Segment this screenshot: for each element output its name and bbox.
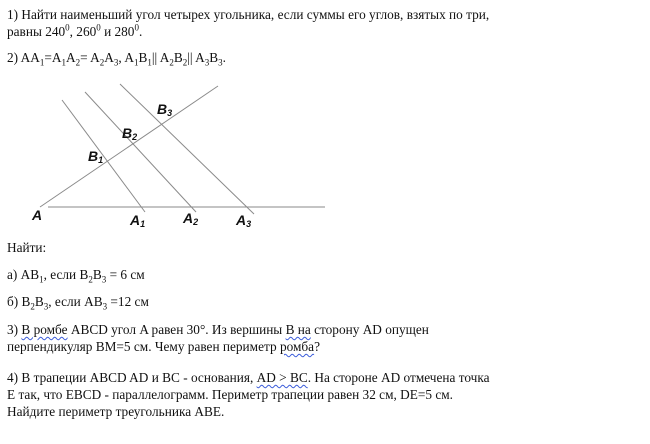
find-title: Найти:: [7, 240, 47, 255]
parallel-line-3: [120, 84, 254, 214]
find-item-a: а) $АВ_1$, если $В_2В_3 = 6$ см: [7, 267, 145, 285]
label-B3: B3: [157, 101, 173, 118]
label-B2: B2: [122, 125, 138, 142]
problem-2-statement: 2) $AA_1=A_1A_2= A_2A_3$, $A_1B_1||$ $A_2B_2||$ $A_3B_3$.: [7, 50, 226, 68]
problem-4-line-2: E так, что EBCD - параллелограмм. Периметр трапеции равен 32 см, DE=5 см.: [7, 387, 453, 402]
problem-1-line-2: равны $240^0$, $260^0$ и $280^0$.: [7, 22, 143, 39]
label-B1: B1: [88, 148, 104, 165]
problem-4-line-1: 4) В трапеции ABCD AD и BC - основания, AD > BC. На стороне AD отмечена точка: [7, 370, 490, 385]
parallel-line-1: [62, 100, 145, 212]
problem-3-line-2: перпендикуляр ВМ=5 см. Чему равен периметр ромба?: [7, 339, 320, 354]
transversal-line: [40, 86, 218, 207]
label-A2: A2: [183, 210, 199, 227]
label-A: A: [32, 207, 43, 223]
problem-1-line-1: 1) Найти наименьший угол четырех угольника, если суммы его углов, взятых по три,: [7, 7, 490, 22]
find-item-b: б) $В_2В_3$, если $АВ_3 =12$ см: [7, 294, 149, 312]
problem-3-line-1: 3) В ромбе ABCD угол A равен 30°. Из вершины В на сторону AD опущен: [7, 322, 429, 337]
parallel-line-2: [85, 92, 196, 212]
label-A1: A1: [130, 212, 146, 229]
label-A3: A3: [236, 212, 252, 229]
problem-4-line-3: Найдите периметр треугольника ABE.: [7, 404, 225, 419]
